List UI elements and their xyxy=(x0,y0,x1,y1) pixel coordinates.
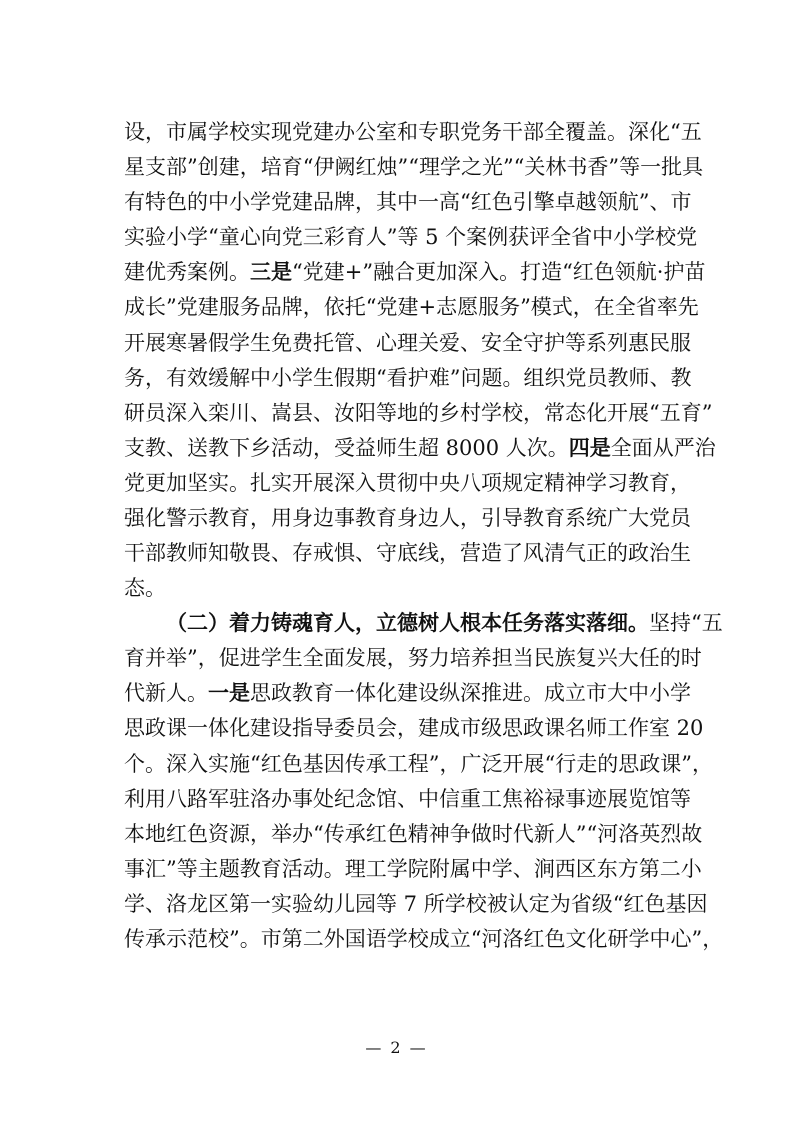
text-run: 坚持“五 xyxy=(649,611,723,635)
text-run: 思政教育一体化建设纵深推进。成立市大中小学 xyxy=(250,681,691,705)
text-run: 有特色的中小学党建品牌，其中一高“红色引擎卓越领航”、市 xyxy=(124,190,692,214)
text-run: “党建+”融合更加深入。打造“红色领航·护苗 xyxy=(292,260,706,284)
body-line xyxy=(124,221,698,253)
body-line xyxy=(124,116,702,148)
body-line xyxy=(124,537,691,569)
body-line xyxy=(124,151,704,183)
text-run: 建优秀案例。 xyxy=(124,260,250,284)
body-line xyxy=(124,888,708,920)
text-run: 态。 xyxy=(124,576,166,600)
text-run: 全面从严治 xyxy=(610,436,716,460)
body-line xyxy=(124,712,704,744)
text-run: 本地红色资源，举办“传承红色精神争做时代新人”“河洛英烈故 xyxy=(124,822,703,846)
text-run: 研员深入栾川、嵩县、汝阳等地的乡村学校，常态化开展“五育” xyxy=(124,401,713,425)
text-run: 学、洛龙区第一实验幼儿园等 7 所学校被认定为省级“红色基因 xyxy=(124,892,708,916)
body-line xyxy=(124,923,724,955)
body-line xyxy=(124,291,699,323)
text-run: 强化警示教育，用身边事教育身边人，引导教育系统广大党员 xyxy=(124,506,691,530)
body-line xyxy=(124,642,702,674)
text-run: 传承示范校”。市第二外国语学校成立“河洛红色文化研学中心”， xyxy=(124,927,724,951)
body-line xyxy=(124,362,692,394)
text-run: 事汇”等主题教育活动。理工学院附属中学、涧西区东方第二小 xyxy=(124,857,702,881)
text-run: 支教、送教下乡活动，受益师生超 8000 人次。 xyxy=(124,436,569,460)
bold-text-run: 四是 xyxy=(568,435,611,460)
text-run: 星支部”创建，培育“伊阙红烛”“理学之光”“关林书香”等一批具 xyxy=(124,155,704,179)
text-run: 个。深入实施“红色基因传承工程”，广泛开展“行走的思政课”， xyxy=(124,752,713,776)
body-line xyxy=(124,327,691,359)
text-run: 代新人。 xyxy=(124,681,208,705)
text-run: 实验小学“童心向党三彩育人”等 5 个案例获评全省中小学校党 xyxy=(124,225,698,249)
text-run: 成长”党建服务品牌，依托“党建+志愿服务”模式，在全省率先 xyxy=(124,295,699,319)
section-heading-line xyxy=(166,607,723,639)
body-line xyxy=(124,677,691,709)
body-line xyxy=(124,502,691,534)
body-line xyxy=(124,818,703,850)
body-line xyxy=(124,397,713,429)
text-run: 务，有效缓解中小学生假期“看护难”问题。组织党员教师、教 xyxy=(124,366,692,390)
text-run: 利用八路军驻洛办事处纪念馆、中信重工焦裕禄事迹展览馆等 xyxy=(124,787,691,811)
text-run: 干部教师知敬畏、存戒惧、守底线，营造了风清气正的政治生 xyxy=(124,541,691,565)
body-line xyxy=(124,186,692,218)
page-number: — 2 — xyxy=(365,1038,428,1057)
bold-text-run: （二）着力铸魂育人，立德树人根本任务落实落细。 xyxy=(166,610,649,635)
bold-text-run: 三是 xyxy=(250,259,292,284)
body-line xyxy=(124,256,706,288)
bold-text-run: 一是 xyxy=(208,680,250,705)
body-line xyxy=(124,572,674,604)
body-line xyxy=(124,783,691,815)
body-line xyxy=(124,467,691,499)
text-run: 开展寒暑假学生免费托管、心理关爱、安全守护等系列惠民服 xyxy=(124,331,691,355)
text-run: 党更加坚实。扎实开展深入贯彻中央八项规定精神学习教育， xyxy=(124,471,691,495)
body-line xyxy=(124,432,716,464)
body-line xyxy=(124,748,713,780)
body-line xyxy=(124,853,702,885)
text-run: 设，市属学校实现党建办公室和专职党务干部全覆盖。深化“五 xyxy=(124,120,702,144)
text-run: 思政课一体化建设指导委员会，建成市级思政课名师工作室 20 xyxy=(124,716,704,740)
text-run: 育并举”，促进学生全面发展，努力培养担当民族复兴大任的时 xyxy=(124,646,702,670)
